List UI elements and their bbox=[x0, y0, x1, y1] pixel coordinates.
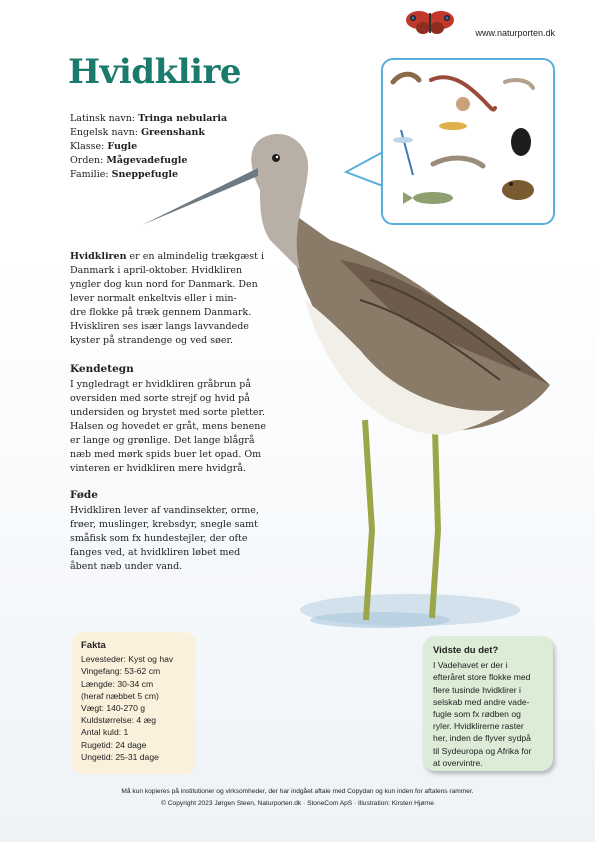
info-order: Orden: Mågevadefugle bbox=[70, 155, 188, 166]
info-family: Familie: Sneppefugle bbox=[70, 169, 179, 180]
info-class: Klasse: Fugle bbox=[70, 141, 138, 152]
shrimp-icon bbox=[393, 74, 419, 82]
food-bubble bbox=[381, 58, 555, 225]
kendetegn-section: Kendetegn I yngledragt er hvidkliren gråbrun på oversiden med sorte strejf og hvid på undersiden og brystet med sorte pletter. Halsen og hovedet er gråt, mens benene er lange og grønlige. Det lange blågrå næb med mørk spids buer let opad. Om vinteren er hvidkliren mere hvidgrå. bbox=[70, 362, 280, 476]
snail-icon bbox=[456, 97, 470, 111]
larva-icon bbox=[439, 122, 467, 130]
did-you-know-box: Vidste du det? I Vadehavet er der i efteråret store flokke med flere tusinde hvidklirer i selskab med andre vade- fugle som fx rødben og ryler. Hvidklirerne raster her, inden de flyver sydpå til Sydeuropa og Afrika for at overvintre. bbox=[423, 636, 553, 771]
frog-icon bbox=[502, 180, 534, 200]
speech-bubble-tail bbox=[344, 150, 384, 190]
butterfly-icon bbox=[405, 8, 455, 36]
fish-icon bbox=[403, 192, 453, 204]
fode-heading: Føde bbox=[70, 489, 98, 501]
copyright: © Copyright 2023 Jørgen Steen, Naturporten.dk · StoneCom ApS · Illustration: Kirsten Hjørne bbox=[161, 800, 434, 807]
shrimp-icon bbox=[505, 80, 533, 88]
info-latin: Latinsk navn: Tringa nebularia bbox=[70, 113, 228, 124]
copy-notice: Må kun kopieres på institutioner og virksomheder, der har indgået aftale med Copydan og kun inden for aftalens rammer. bbox=[121, 788, 474, 795]
damselfly-icon bbox=[393, 130, 413, 175]
kendetegn-heading: Kendetegn bbox=[70, 363, 134, 375]
shrimp-icon bbox=[433, 158, 483, 166]
page-title: Hvidklire bbox=[68, 52, 242, 92]
facts-box: Fakta Levesteder: Kyst og hav Vingefang: 53-62 cm Længde: 30-34 cm (heraf næbbet 5 cm) Vægt: 140-270 g Kuldstørrelse: 4 æg Antal kuld: 1 Rugetid: 24 dage Ungetid: 25-31 dage bbox=[72, 632, 196, 774]
info-english: Engelsk navn: Greenshank bbox=[70, 127, 205, 138]
beetle-icon bbox=[511, 128, 531, 156]
website-url[interactable]: www.naturporten.dk bbox=[475, 28, 555, 38]
facts-heading: Fakta bbox=[81, 640, 106, 651]
fode-section: Føde Hvidkliren lever af vandinsekter, orme, frøer, muslinger, krebsdyr, snegle samt småfisk som fx hundestejler, der ofte fanges ved, at hvidkliren løbet med åbent næb under vand. bbox=[70, 488, 280, 574]
intro-text: Hvidkliren er en almindelig trækgæst i Danmark i april-oktober. Hvidkliren yngler dog kun nord for Danmark. Den lever normalt enkeltvis eller i min- dre flokke på træk gennem Danmark. Hviskliren ses især langs lavvandede kyster på strandenge og ved søer. bbox=[70, 251, 265, 346]
did-you-know-heading: Vidste du det? bbox=[433, 645, 499, 656]
